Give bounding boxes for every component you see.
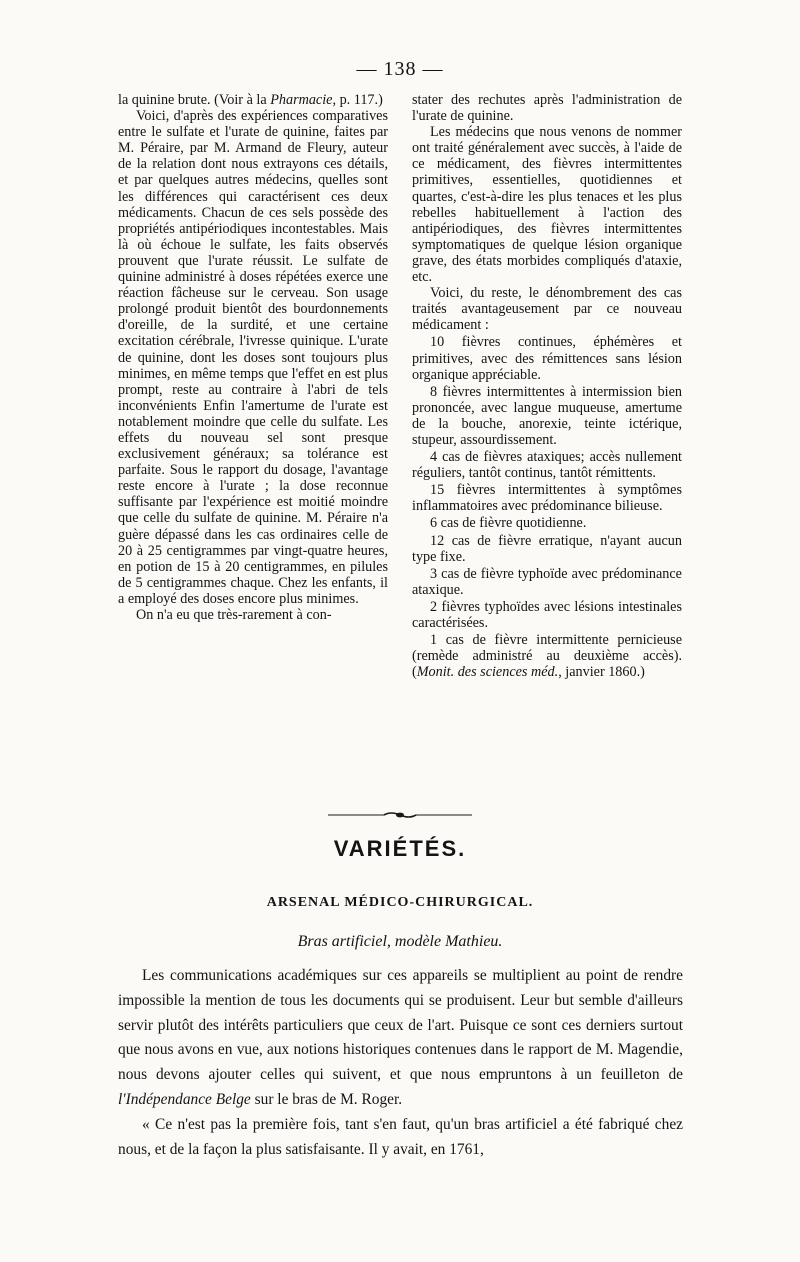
article-title: Bras artificiel, modèle Mathieu.: [297, 933, 503, 950]
article-paragraph: « Ce n'est pas la première fois, tant s'en faut, qu'un bras artificiel a été fabriqué chez nous, et de la façon la plus satisfaisante. Il y avait, en 1761,: [118, 1115, 683, 1158]
case-list-item: 10 fièvres continues, éphémères et primitives, avec des rémittences sans lésion organique appréciable.: [412, 334, 682, 383]
page-number: — 138 —: [356, 58, 444, 80]
article-body: [118, 964, 683, 1162]
decorative-rule: [328, 810, 472, 820]
case-list-item: 4 cas de fièvres ataxiques; accès nullement réguliers, tantôt continus, tantôt rémittents.: [412, 449, 682, 482]
case-list-item: 2 fièvres typhoïdes avec lésions intestinales caractérisées.: [412, 598, 682, 631]
left-column: [118, 92, 388, 623]
left-paragraph: la quinine brute. (Voir à la Pharmacie, p. 117.): [118, 92, 383, 108]
left-paragraph: Voici, d'après des expériences comparatives entre le sulfate et l'urate de quinine, faites par M. Péraire, par M. Armand de Fleury, auteur de la relation dont nous extrayons ces détails, et par quelques autres médecins, quelles sont les différences qui caractérisent ces deux médicaments. Chacun de ces sels possède des propriétés antipériodiques incontestables. Mais là où échoue le sulfate, les faits observés prouvent que l'urate réussit. Le sulfate de quinine administré à doses répétées exerce une réaction fâcheuse sur le cerveau. Son usage prolongé produit bientôt des bourdonnements d'oreille, de la surdité, et une certaine excitation cérébrale, l'ivresse quinique. L'urate de quinine, dont les doses sont toujours plus minimes, en même temps que l'effet en est plus prompt, reste au contraire à l'abri de tels inconvénients Enfin l'amertume de l'urate est notablement moindre que celle du sulfate. Les effets du nouveau sel sont presque exclusivement généraux; sa tolérance est parfaite. Sous le rapport du dosage, l'avantage reste encore à l'urate ; la dose reconnue suffisante par l'expérience est moitié moindre que celle du sulfate de quinine. M. Péraire n'a guère dépassé dans les cas ordinaires celle de 20 à 25 centigrammes par vingt-quatre heures, en potion de 15 à 20 centigrammes, en pilules de 5 centigrammes chaque. Chez les enfants, il a employé des doses encore plus minimes.: [118, 108, 388, 607]
right-paragraph: stater des rechutes après l'administration de l'urate de quinine.: [412, 92, 682, 125]
case-list-item: 1 cas de fièvre intermittente pernicieuse (remède administré au deuxième accès). (Monit. des sciences méd., janvier 1860.): [412, 632, 682, 681]
right-paragraph: Les médecins que nous venons de nommer ont traité généralement avec succès, à l'aide de ce médicament, des fièvres intermittentes primitives, essentielles, quotidiennes et quartes, c'est-à-dire les plus tenaces et les plus rebelles habituellement à l'action des antipériodiques, des fièvres intermittentes symptomatiques de quelque lésion organique grave, des états morbides compliqués d'ataxie, etc.: [412, 124, 682, 286]
case-list-item: 6 cas de fièvre quotidienne.: [430, 515, 587, 532]
case-list-item: 8 fièvres intermittentes à intermission bien prononcée, avec langue muqueuse, amertume de la bouche, anorexie, teinte ictérique, stupeur, assourdissement.: [412, 383, 682, 448]
case-list-item: 12 cas de fièvre erratique, n'ayant aucun type fixe.: [412, 532, 682, 565]
section-title: VARIÉTÉS.: [333, 836, 467, 861]
article-paragraph: Les communications académiques sur ces appareils se multiplient au point de rendre impossible la mention de tous les documents qui se produisent. Leur but semble d'ailleurs servir plutôt des intérêts particuliers que ceux de l'art. Puisque ce sont ces derniers surtout que nous avons en vue, aux notions historiques contenues dans le rapport de M. Magendie, nous devons ajouter celles qui suivent, et que nous empruntons à un feuilleton de l'Indépendance Belge sur le bras de M. Roger.: [118, 967, 683, 1108]
right-column: [412, 92, 682, 680]
subsection-title: ARSENAL MÉDICO-CHIRURGICAL.: [266, 895, 534, 910]
case-list-item: 15 fièvres intermittentes à symptômes inflammatoires avec prédominance bilieuse.: [412, 482, 682, 515]
case-list-item: 3 cas de fièvre typhoïde avec prédominance ataxique.: [412, 565, 682, 598]
right-paragraph: Voici, du reste, le dénombrement des cas traités avantageusement par ce nouveau médicament :: [412, 285, 682, 334]
left-paragraph: On n'a eu que très-rarement à con-: [136, 607, 332, 623]
